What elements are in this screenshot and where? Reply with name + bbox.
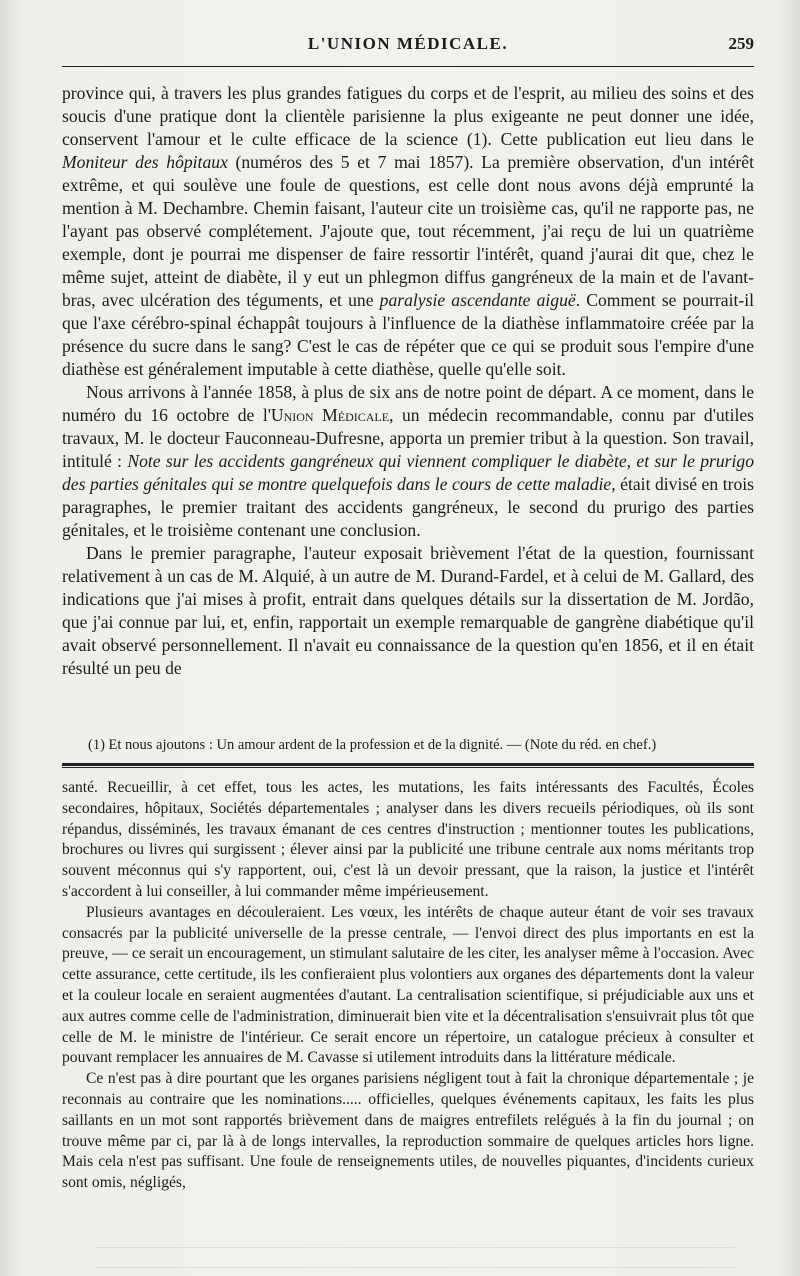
feuilleton-paragraph-3: Ce n'est pas à dire pourtant que les organes parisiens négligent tout à fait la chronique départementale ; je reconnais au contraire que les nominations..... officielles, quelques événements capitaux, les faits les plus saillants en un mot sont rapportés brièvement dans de maigres entrefilets relégués à la fin du journal ; on trouve même par ci, par là à de longs intervalles, la reproduction sommaire de quelques articles hors ligne. Mais cela n'est pas suffisant. Une foule de renseignements utiles, de nouvelles piquantes, d'incidents curieux sont omis, négligés, bbox=[62, 1070, 754, 1192]
feuilleton-paragraph-2: Plusieurs avantages en découleraient. Les vœux, les intérêts de chaque auteur étant de voir ses travaux consacrés par la publicité universelle de la presse centrale, — l'envoi direct des plus importants en est la preuve, — ce serait un encouragement, un stimulant salutaire de les citer, les analyser même à l'occasion. Avec cette assurance, cette certitude, ils les confieraient plus volontiers aux organes des départements dont la valeur et la couleur locale en seraient augmentées d'autant. La centralisation scientifique, si préjudiciable aux uns et aux autres comme celle de l'administration, diminuerait bien vite et la décentralisation s'ensuivrait plus tôt que celle de M. le ministre de l'intérieur. Ce serait encore un répertoire, un catalogue précieux à consulter et pouvant remplacer les annuaires de M. Cavasse si utilement introduits dans la littérature médicale. bbox=[62, 903, 754, 1067]
paragraph-1: province qui, à travers les plus grandes fatigues du corps et de l'esprit, au milieu des soins et des soucis d'une pratique dont la clientèle parisienne la plus exigeante ne peut donner une idée, conservent l'amour et le culte efficace de la science (1). Cette publication eut lieu dans le Moniteur des hôpitaux (numéros des 5 et 7 mai 1857). La première observation, d'un intérêt extrême, et qui soulève une foule de questions, est celle dont nous avons déjà emprunté la mention à M. Dechambre. Chemin faisant, l'auteur cite un troisième cas, qu'il ne rapporte pas, ne l'ayant pas observé complétement. J'ajoute que, tout récemment, j'ai reçu de lui un quatrième exemple, dont je pourrai me dispenser de faire ressortir l'intérêt, quand j'aurai dit que, chez le même sujet, atteint de diabète, il y eut un phlegmon diffus gangréneux de la main et de l'avant-bras, avec ulcération des téguments, et une paralysie ascendante aiguë. Comment se pourrait-il que l'axe cérébro-spinal échappât toujours à l'influence de la diathèse inflammatoire créée par la présence du sucre dans le sang? C'est le cas de répéter que ce qui se produit sous l'empire d'une diathèse est généralement imputable à cette diathèse, quelle qu'elle soit. bbox=[62, 83, 754, 379]
journal-name-union-medicale: Union Médicale bbox=[270, 405, 390, 425]
header-rule bbox=[62, 66, 754, 67]
article-title: Note sur les accidents gangréneux qui viennent compliquer le diabète, et sur le prurigo des parties génitales qui se montre quelquefois dans le cours de cette maladie, bbox=[62, 451, 755, 494]
feuilleton-divider bbox=[62, 763, 754, 768]
running-title: L'UNION MÉDICALE. bbox=[307, 34, 509, 53]
show-through-bleed bbox=[95, 1228, 735, 1268]
journal-title-moniteur: Moniteur des hôpitaux bbox=[62, 152, 228, 172]
italic-term: paralysie ascendante aiguë bbox=[379, 290, 576, 310]
page-header bbox=[62, 34, 754, 58]
footnote: (1) Et nous ajoutons : Un amour ardent de la profession et de la dignité. — (Note du réd. en chef.) bbox=[88, 737, 657, 753]
main-article-text bbox=[62, 82, 754, 680]
feuilleton-paragraph-1: santé. Recueillir, à cet effet, tous les actes, les mutations, les faits intéressants des Facultés, Écoles secondaires, hôpitaux, Sociétés départementales ; analyser dans les divers recueils périodiques, où ils sont répandus, disséminés, les travaux émanant de ces centres d'instruction ; mentionner toutes les publications, brochures ou livres qui surgissent ; élever ainsi par la publicité une tribune centrale aux noms méritants trop souvent méconnus qui s'y rapportent, oui, c'est là un devoir pressant, que la raison, la justice et l'intérêt s'accordent à lui conseiller, à lui commander même impérieusement. bbox=[62, 779, 754, 900]
paragraph-2: Nous arrivons à l'année 1858, à plus de six ans de notre point de départ. A ce moment, dans le numéro du 16 octobre de l'Union Médicale, un médecin recommandable, connu par d'utiles travaux, M. le docteur Fauconneau-Dufresne, apporta un premier tribut à la question. Son travail, intitulé : Note sur les accidents gangréneux qui viennent compliquer le diabète, et sur le prurigo des parties génitales qui se montre quelquefois dans le cours de cette maladie, était divisé en trois paragraphes, le premier traitant des accidents gangréneux, le second du prurigo des parties génitales, et le troisième contenant une conclusion. bbox=[62, 382, 755, 540]
paragraph-3: Dans le premier paragraphe, l'auteur exposait brièvement l'état de la question, fournissant relativement à un cas de M. Alquié, à un autre de M. Durand-Fardel, et à celui de M. Gallard, des indications que j'ai mises à profit, entrait dans quelques détails sur la dissertation de M. Jordão, que j'ai connue par lui, et, enfin, rapportait un exemple remarquable de gangrène diabétique qu'il avait observé personnellement. Il n'avait eu connaissance de la question qu'en 1856, et il en était résulté un peu de bbox=[62, 543, 754, 678]
feuilleton-text bbox=[62, 778, 754, 1194]
page-number: 259 bbox=[728, 34, 754, 53]
